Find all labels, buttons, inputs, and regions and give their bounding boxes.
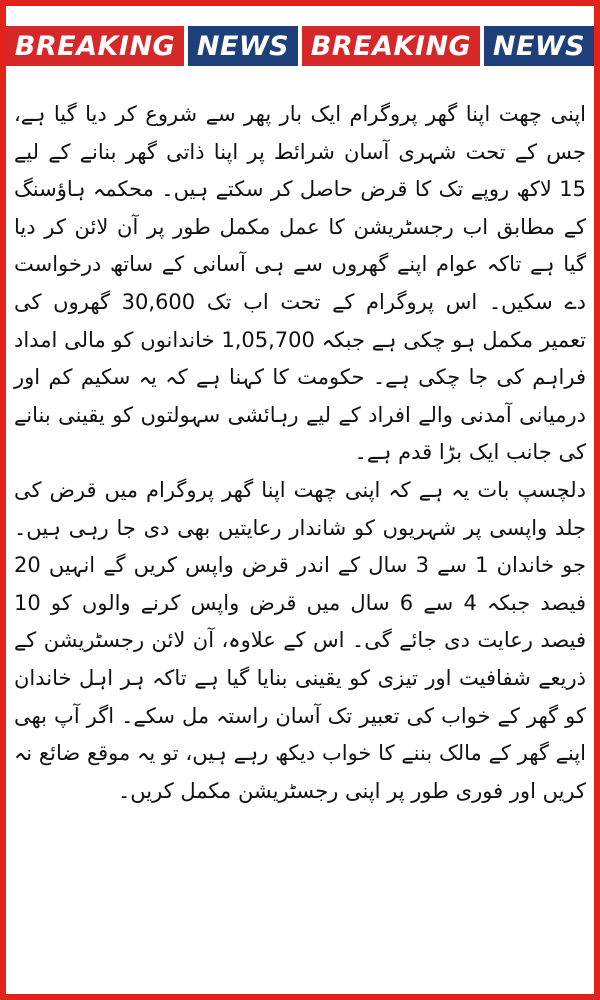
article-paragraph: دلچسپ بات یہ ہے کہ اپنی چھت اپنا گھر پروگرام میں قرض کی جلد واپسی پر شہریوں کو شاندار رعایتیں بھی دی جا رہی ہیں۔ جو خاندان 1 سے 3 سال کے اندر قرض واپس کریں گے انہیں 20 فیصد جبکہ 4 سے 6 سال میں قرض واپس کرنے والوں کو 10 فیصد رعایت دی جائے گی۔ اس کے علاوہ، آن لائن رجسٹریشن کے ذریعے شفافیت اور تیزی کو یقینی بنایا گیا ہے تاکہ ہر اہل خاندان کو گھر کے خواب کی تعبیر تک آسان راستہ مل سکے۔ اگر آپ بھی اپنے گھر کے مالک بننے کا خواب دیکھ رہے ہیں، تو یہ موقع ضائع نہ کریں اور فوری طور پر اپنی رجسٹریشن مکمل کریں۔ [14,477,586,803]
banner-news-label: NEWS [188,26,298,66]
banner-breaking-label: BREAKING [302,26,480,66]
banner-breaking-label: BREAKING [6,26,184,66]
banner-news-label: NEWS [484,26,594,66]
article-paragraph: اپنی چھت اپنا گھر پروگرام ایک بار پھر سے شروع کر دیا گیا ہے، جس کے تحت شہری آسان شرائط پر اپنا ذاتی گھر بنانے کے لیے 15 لاکھ روپے تک کا قرض حاصل کر سکتے ہیں۔ محکمہ ہاؤسنگ کے مطابق اب رجسٹریشن کا عمل مکمل طور پر آن لائن کر دیا گیا ہے تاکہ عوام اپنے گھروں سے ہی آسانی کے ساتھ درخواست دے سکیں۔ اس پروگرام کے تحت اب تک 30,600 گھروں کی تعمیر مکمل ہو چکی ہے جبکہ 1,05,700 خاندانوں کو مالی امداد فراہم کی جا چکی ہے۔ حکومت کا کہنا ہے کہ یہ سکیم کم اور درمیانی آمدنی والے افراد کے لیے رہائشی سہولتوں کو یقینی بنانے کی جانب ایک بڑا قدم ہے۔ [14,102,586,465]
article-body [14,96,586,810]
breaking-news-banner [6,26,594,66]
